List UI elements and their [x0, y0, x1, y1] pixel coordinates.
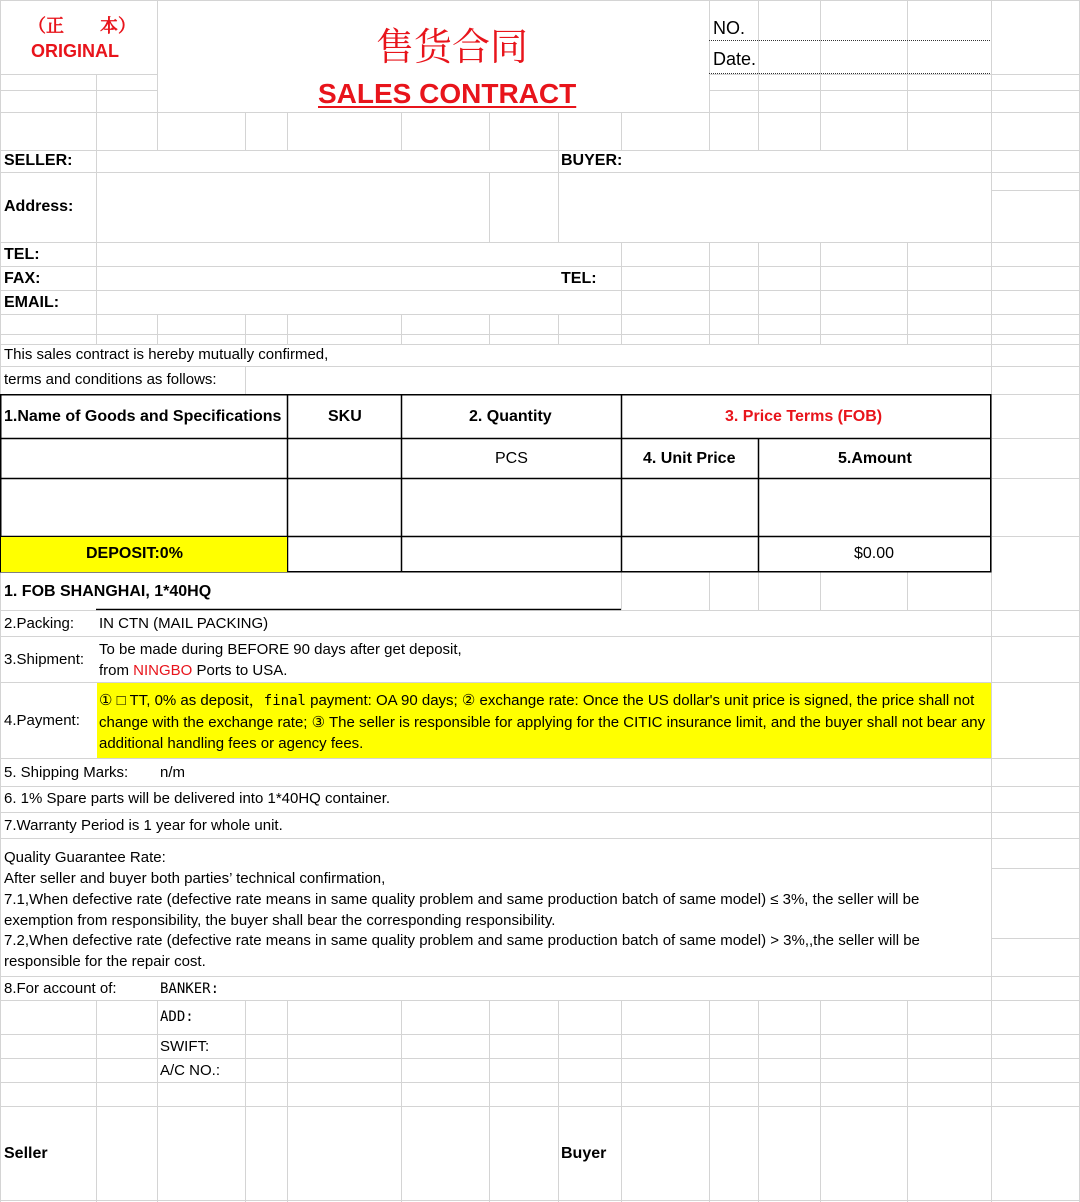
- quality-line-1: After seller and buyer both parties’ technical confirmation,: [4, 870, 386, 887]
- shipment-line-1: To be made during BEFORE 90 days after get deposit,: [99, 641, 462, 658]
- col-price-terms-header: 3. Price Terms (FOB): [725, 408, 883, 425]
- seller-label: SELLER:: [4, 152, 73, 169]
- packing-label: 2.Packing:: [4, 615, 75, 632]
- buyer-label: BUYER:: [561, 152, 623, 169]
- seller-signature-label: Seller: [4, 1145, 48, 1162]
- account-label: 8.For account of:: [4, 980, 117, 997]
- swift-label: SWIFT:: [160, 1038, 210, 1055]
- buyer-tel-label: TEL:: [561, 270, 597, 287]
- title-cn: 售货合同: [376, 25, 529, 69]
- col-goods-header: 1.Name of Goods and Specifications: [4, 408, 282, 425]
- shipment-line-2: from NINGBO Ports to USA.: [99, 662, 288, 679]
- shipment-port: NINGBO: [133, 662, 193, 679]
- packing-value: IN CTN (MAIL PACKING): [99, 615, 269, 632]
- payment-label: 4.Payment:: [4, 712, 80, 729]
- intro-line-2: terms and conditions as follows:: [4, 371, 217, 388]
- banker-label: BANKER:: [160, 981, 220, 997]
- unit-price-header: 4. Unit Price: [643, 450, 736, 467]
- shipping-marks-label: 5. Shipping Marks:: [4, 764, 129, 781]
- address-bank-label: ADD:: [160, 1009, 194, 1025]
- quality-title: Quality Guarantee Rate:: [4, 849, 166, 866]
- col-sku-header: SKU: [328, 408, 362, 425]
- buyer-signature-label: Buyer: [561, 1145, 607, 1162]
- original-cn-label: （正 本）: [28, 16, 136, 37]
- shipment-label: 3.Shipment:: [4, 651, 85, 668]
- page-title: SALES CONTRACT: [318, 78, 577, 109]
- shipping-marks-value: n/m: [160, 764, 186, 781]
- deposit-label: DEPOSIT:0%: [86, 545, 183, 562]
- deposit-amount: $0.00: [854, 545, 895, 562]
- ac-no-label: A/C NO.:: [160, 1062, 221, 1079]
- quality-line-3: 7.2,When defective rate (defective rate means in same quality problem and same production batch of same model) > 3%,,the seller will be responsible for the repair cost.: [4, 932, 920, 970]
- warranty-text: 7.Warranty Period is 1 year for whole unit.: [4, 817, 283, 834]
- payment-text: ① □ TT, 0% as deposit，final payment: OA 90 days; ② exchange rate: Once the US dollar's unit price is signed, the price shall not change with the exchange rate; ③ The seller is responsible for applying for the CITIC insurance limit, and the buyer shall not bear any additional handling fees or agency fees.: [99, 692, 986, 752]
- fob-term: 1. FOB SHANGHAI, 1*40HQ: [4, 583, 212, 600]
- email-label: EMAIL:: [4, 294, 60, 311]
- fax-label: FAX:: [4, 270, 41, 287]
- original-label: ORIGINAL: [31, 41, 119, 61]
- amount-header: 5.Amount: [838, 450, 912, 467]
- address-label: Address:: [4, 198, 74, 215]
- intro-line-1: This sales contract is hereby mutually confirmed,: [4, 346, 329, 363]
- spare-parts-text: 6. 1% Spare parts will be delivered into 1*40HQ container.: [4, 790, 391, 807]
- date-label: Date.: [713, 49, 757, 69]
- col-quantity-header: 2. Quantity: [469, 408, 552, 425]
- tel-label: TEL:: [4, 246, 40, 263]
- qty-unit: PCS: [495, 450, 528, 467]
- quality-line-2: 7.1,When defective rate (defective rate means in same quality problem and same production batch of same model) ≤ 3%, the seller will be exemption from responsibility, the buyer shall bear the corresponding responsibility.: [4, 891, 920, 929]
- no-label: NO.: [713, 18, 746, 38]
